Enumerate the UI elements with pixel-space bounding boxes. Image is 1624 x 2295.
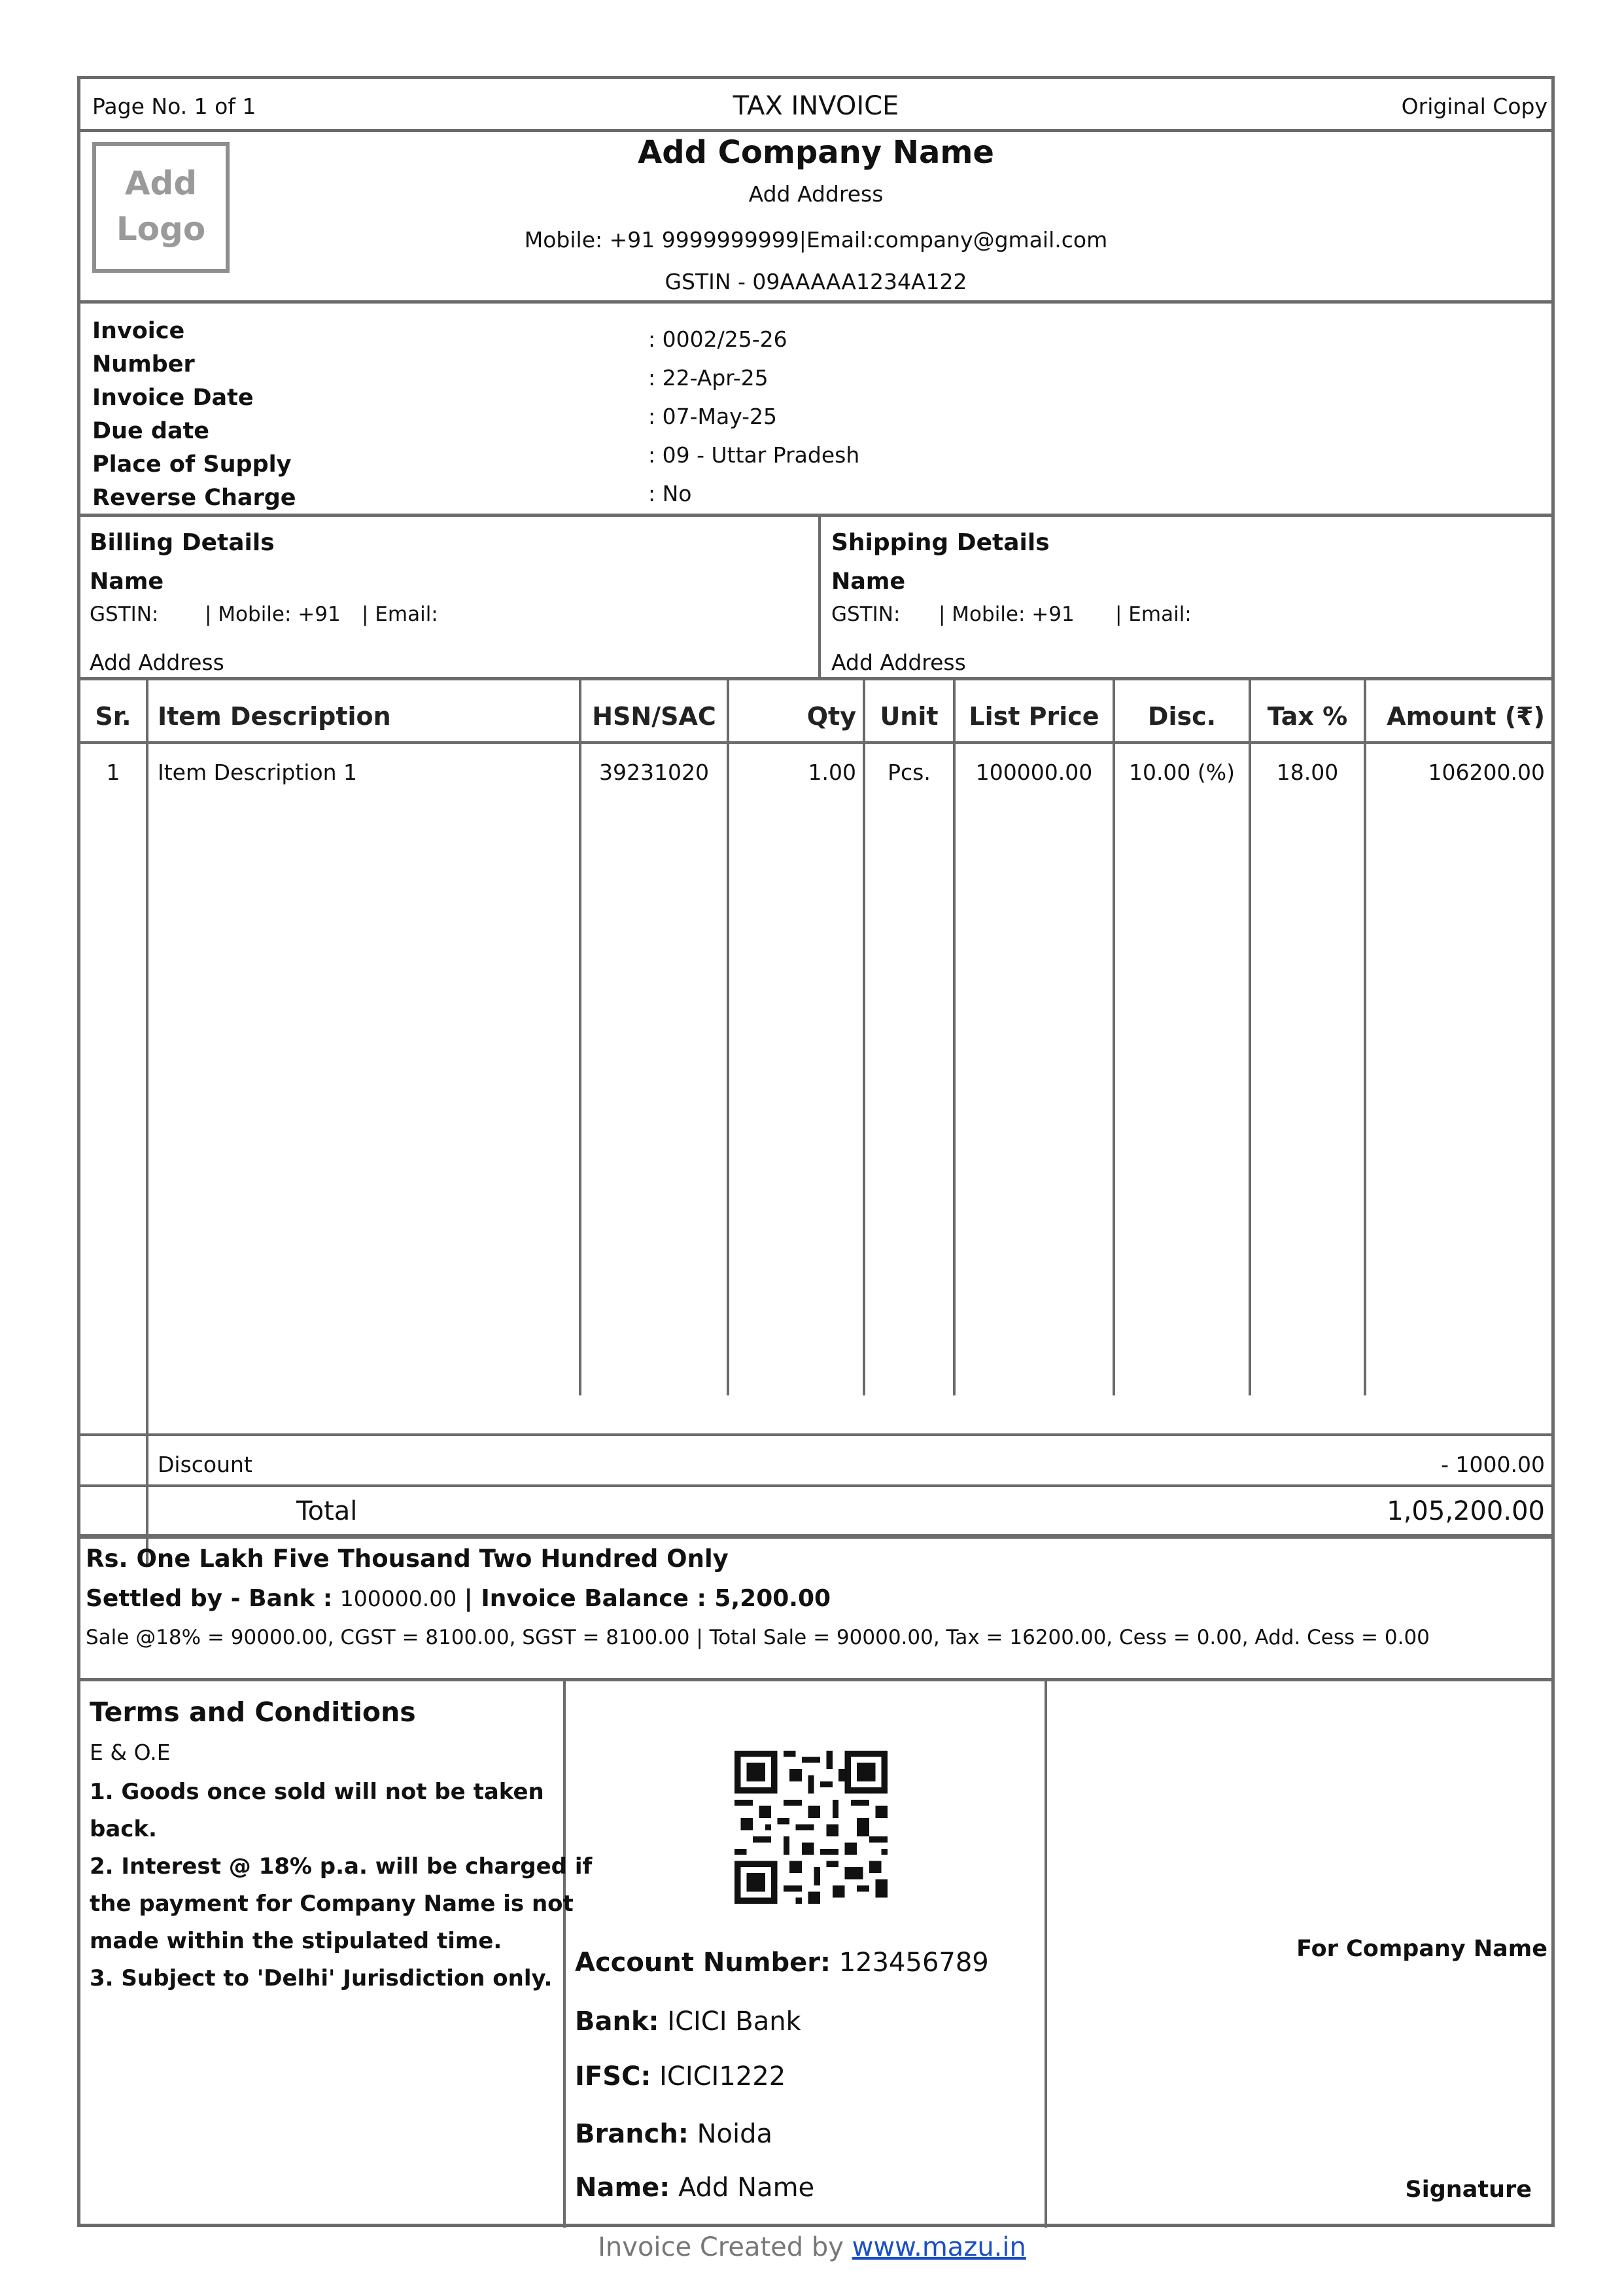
col-header-item-description: Item Description: [158, 702, 391, 731]
billing-mobile: | Mobile: +91: [205, 603, 341, 626]
label-reverse-charge: Reverse Charge: [92, 485, 296, 511]
company-gstin: GSTIN - 09AAAAA1234A122: [665, 269, 967, 294]
label-number: Number: [92, 351, 195, 377]
cell-unit: Pcs.: [888, 760, 931, 785]
value-invoice-date: : 22-Apr-25: [648, 365, 769, 391]
cell-sr: 1: [106, 760, 120, 785]
shipping-email: | Email:: [1115, 603, 1192, 626]
ifsc-value: ICICI1222: [659, 2061, 786, 2092]
col-header-amount: Amount (₹): [1387, 702, 1545, 731]
terms-line: 2. Interest @ 18% p.a. will be charged if: [90, 1853, 593, 1880]
cell-hsn-sac: 39231020: [599, 760, 709, 785]
cell-amount: 106200.00: [1428, 760, 1545, 785]
invoice-info-labels: [92, 315, 296, 515]
page-number: Page No. 1 of 1: [92, 94, 256, 119]
shipping-name: Name: [831, 569, 906, 595]
invoice-frame: [77, 76, 1555, 2227]
cell-disc: 10.00 (%): [1128, 760, 1235, 785]
settled-label: Settled by - Bank :: [86, 1585, 333, 1612]
account-number-label: Account Number:: [575, 1948, 831, 1978]
col-header-qty: Qty: [806, 702, 856, 731]
footer-credit: [0, 2232, 1624, 2262]
value-reverse-charge: : No: [648, 481, 692, 506]
terms-list: [90, 1774, 592, 1997]
cell-tax: 18.00: [1276, 760, 1339, 785]
holder-name-label: Name:: [575, 2173, 670, 2203]
amount-in-words: Rs. One Lakh Five Thousand Two Hundred Only: [86, 1545, 729, 1573]
company-name: Add Company Name: [638, 134, 994, 171]
bank-name-label: Bank:: [575, 2006, 659, 2037]
shipping-heading: Shipping Details: [831, 529, 1050, 556]
cell-qty: 1.00: [808, 760, 856, 785]
account-holder-name: [575, 2173, 814, 2203]
terms-line: 1. Goods once sold will not be taken: [90, 1779, 544, 1805]
terms-line: made within the stipulated time.: [90, 1928, 502, 1954]
tax-breakup: Sale @18% = 90000.00, CGST = 8100.00, SGST = 8100.00 | Total Sale = 90000.00, Tax = 16200.00, Cess = 0.00, Add. Cess = 0.00: [86, 1626, 1430, 1649]
terms-eoe: E & O.E: [90, 1740, 171, 1765]
cell-item-description: Item Description 1: [158, 760, 358, 785]
shipping-gstin: GSTIN:: [831, 603, 901, 626]
label-due-date: Due date: [92, 418, 210, 444]
value-invoice-number: : 0002/25-26: [648, 326, 787, 352]
billing-name: Name: [90, 569, 164, 595]
col-header-tax: Tax %: [1267, 702, 1348, 731]
terms-line: back.: [90, 1816, 157, 1842]
settled-value: 100000.00: [339, 1586, 457, 1611]
shipping-mobile: | Mobile: +91: [939, 603, 1075, 626]
col-header-unit: Unit: [880, 702, 939, 731]
footer-created-by: Invoice Created by: [598, 2232, 844, 2262]
label-invoice-date: Invoice Date: [92, 385, 254, 411]
billing-address: Add Address: [90, 650, 224, 675]
branch-value: Noida: [697, 2119, 773, 2149]
qr-code-icon: [734, 1751, 888, 1904]
logo-placeholder: Add Logo: [92, 142, 230, 273]
company-address: Add Address: [748, 181, 884, 207]
col-header-list-price: List Price: [969, 702, 1099, 731]
col-header-disc: Disc.: [1147, 702, 1217, 731]
terms-line: 3. Subject to 'Delhi' Jurisdiction only.: [90, 1965, 553, 1991]
footer-link[interactable]: www.mazu.in: [852, 2232, 1026, 2262]
branch-label: Branch:: [575, 2119, 689, 2149]
ifsc-label: IFSC:: [575, 2061, 651, 2092]
total-value: 1,05,200.00: [1387, 1496, 1545, 1526]
shipping-address: Add Address: [831, 650, 966, 675]
signature-label: Signature: [1405, 2177, 1532, 2203]
billing-gstin: GSTIN:: [90, 603, 159, 626]
total-label: Total: [296, 1496, 358, 1526]
terms-line: the payment for Company Name is not: [90, 1891, 574, 1917]
copy-type: Original Copy: [1401, 94, 1547, 119]
cell-list-price: 100000.00: [975, 760, 1093, 785]
account-number: [575, 1948, 989, 1978]
value-due-date: : 07-May-25: [648, 404, 778, 429]
discount-label: Discount: [158, 1452, 252, 1477]
label-place-of-supply: Place of Supply: [92, 451, 292, 478]
company-contact: Mobile: +91 9999999999|Email:company@gmail.com: [524, 227, 1108, 253]
for-company-name: For Company Name: [1296, 1936, 1547, 1962]
invoice-info-values: [648, 320, 859, 513]
col-header-hsn-sac: HSN/SAC: [592, 702, 716, 731]
doc-title: TAX INVOICE: [733, 91, 899, 121]
account-number-value: 123456789: [838, 1948, 989, 1978]
discount-value: - 1000.00: [1441, 1452, 1545, 1477]
bank-name: [575, 2006, 801, 2037]
invoice-balance: | Invoice Balance : 5,200.00: [464, 1585, 831, 1612]
settlement-line: [86, 1585, 831, 1612]
billing-heading: Billing Details: [90, 529, 275, 556]
billing-email: | Email:: [362, 603, 438, 626]
bank-ifsc: [575, 2061, 786, 2092]
holder-name-value: Add Name: [678, 2173, 815, 2203]
bank-name-value: ICICI Bank: [667, 2006, 801, 2037]
value-place-of-supply: : 09 - Uttar Pradesh: [648, 442, 860, 468]
terms-heading: Terms and Conditions: [90, 1696, 416, 1728]
col-header-sr: Sr.: [95, 702, 131, 731]
bank-branch: [575, 2119, 772, 2149]
label-invoice: Invoice: [92, 318, 185, 344]
